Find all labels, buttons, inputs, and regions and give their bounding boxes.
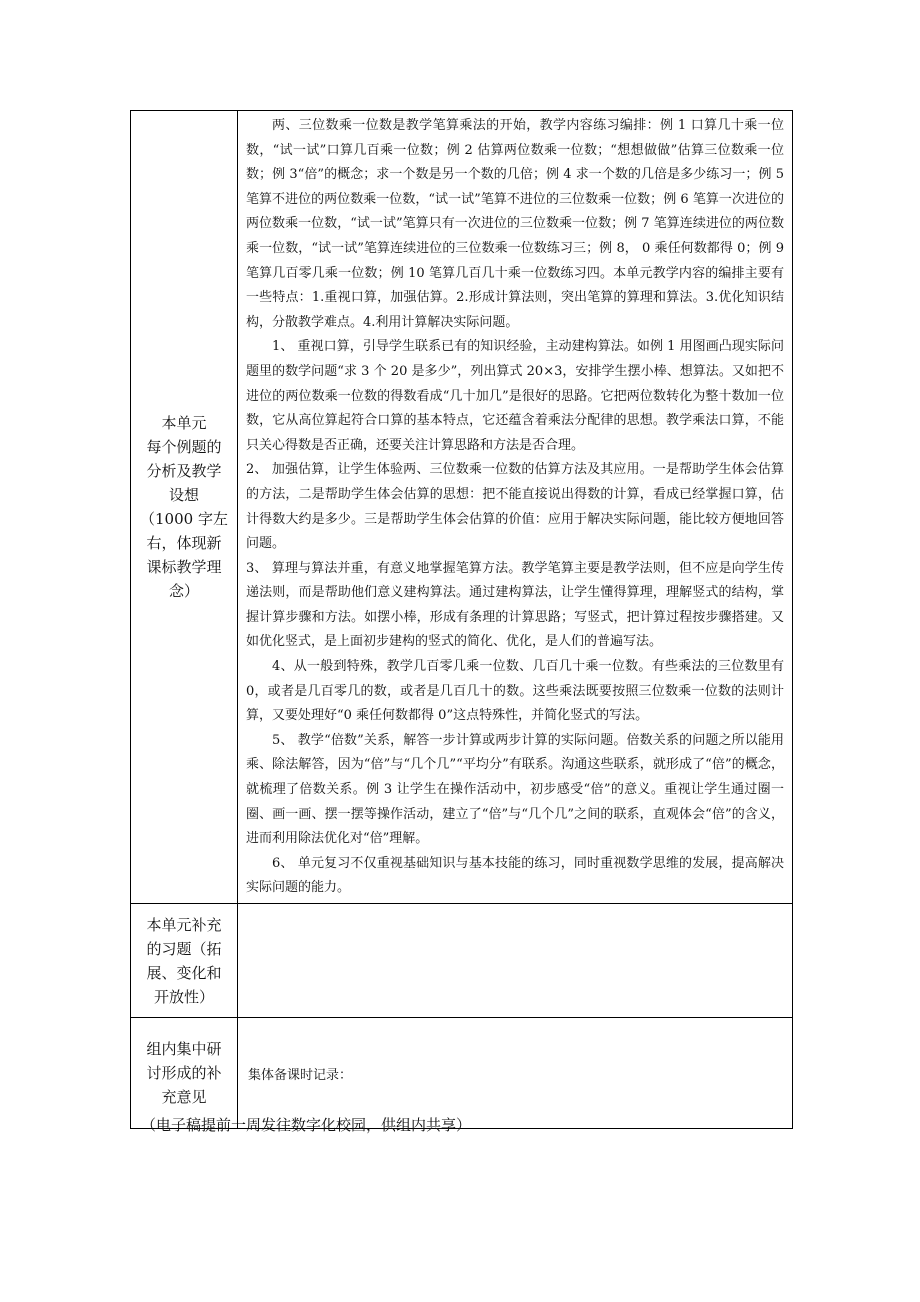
group-label-line: 组内集中研 [146,1040,222,1058]
extra-label-line: 本单元补充 [146,915,222,934]
analysis-label-line: 念） [168,582,199,600]
point-1-paragraph: 1、 重视口算，引导学生联系已有的知识经验，主动建构算法。如例 1 用图画凸现实际问题里的数学问题“求 3 个 20 是多少”，列出算式 20×3，安排学生摆小棒、想算法。又如把不进位的两位数乘一位数的得数看成“几十加几”是很好的思路。它把两位数转化为整十数加一位数，它从高位算起符合口算的基本特点，它还蕴含着乘法分配律的思想。教学乘法口算，不能只关心得数是否正确，还要关注计算思路和方法是否合理。 [246,339,784,453]
lesson-plan-table [130,110,793,1129]
point-5-paragraph: 5、 教学“倍数”关系，解答一步计算或两步计算的实际问题。倍数关系的问题之所以能用乘、除法解答，因为“倍”与“几个几”“平均分”有联系。沟通这些联系，就形成了“倍”的概念，就梳理了倍数关系。例 3 让学生在操作活动中，初步感受“倍”的意义。重视让学生通过圈一圈、画一画、摆一摆等操作活动，建立了“倍”与“几个几”之间的联系，直观体会“倍”的含义，进而利用除法优化对“倍”理解。 [246,732,784,847]
extra-label-line: 开放性） [153,987,214,1006]
intro-paragraph: 两、三位数乘一位数是教学笔算乘法的开始，教学内容练习编排：例 1 口算几十乘一位数，“试一试”口算几百乘一位数；例 2 估算两位数乘一位数；“想想做做”估算三位数乘一位数；例 3“倍”的概念；求一个数是另一个数的几倍；例 4 求一个数的几倍是多少练习一；例 5 笔算不进位的两位数乘一位数，“试一试”笔算不进位的三位数乘一位数；例 6 笔算一次进位的两位数乘一位数，“试一试”笔算只有一次进位的三位数乘一位数；例 7 笔算连续进位的两位数乘一位数，“试一试”笔算连续进位的三位数乘一位数练习三；例 8， 0 乘任何数都得 0；例 9 笔算几百零几乘一位数；例 10 笔算几百几十乘一位数练习四。本单元教学内容的编排主要有一些特点：1.重视口算，加强估算。2.形成计算法则，突出笔算的算理和算法。3.优化知识结构，分散教学难点。4.利用计算解决实际问题。 [246,118,784,330]
group-opinion-content[interactable] [238,1018,793,1129]
footer-note: （电子稿提前一周发往数字化校园，供组内共享） [141,1116,472,1134]
group-opinion-row [131,1018,793,1129]
analysis-row [131,111,793,904]
group-record-text: 集体备课时记录： [248,1067,353,1083]
analysis-label-line: （1000 字左 [140,510,228,528]
point-3-paragraph: 3、 算理与算法并重，有意义地掌握笔算方法。教学笔算主要是教学法则，但不应是向学生传递法则，而是帮助他们意义建构算法。通过建构算法，让学生懂得算理，理解竖式的结构，掌握计算步骤和方法。如摆小棒，形成有条理的计算思路；写竖式，把计算过程按步骤搭建。又如优化竖式，是上面初步建构的竖式的简化、优化，是人们的普遍写法。 [246,560,784,650]
extra-exercises-content[interactable] [238,904,793,1018]
analysis-label-line: 右，体现新 [146,534,222,552]
analysis-label [131,111,238,904]
analysis-content[interactable] [238,111,793,904]
lesson-plan-sheet [130,110,790,1129]
analysis-text [238,111,792,903]
group-label-line: 充意见 [161,1088,207,1106]
extra-exercises-label [131,904,238,1018]
analysis-label-line: 每个例题的 [146,438,222,456]
extra-label-line: 的习题（拓 [146,939,222,958]
analysis-label-line: 设想 [168,486,199,504]
point-6-paragraph: 6、 单元复习不仅重视基础知识与基本技能的练习，同时重视数学思维的发展，提高解决实际问题的能力。 [246,855,784,896]
analysis-label-line: 课标教学理 [146,558,222,576]
group-label-line: 讨形成的补 [146,1064,222,1082]
point-2-paragraph: 2、 加强估算，让学生体验两、三位数乘一位数的估算方法及其应用。一是帮助学生体会估算的方法，二是帮助学生体会估算的思想：把不能直接说出得数的计算，看成已经掌握口算，估计得数大约是多少。三是帮助学生体会估算的价值：应用于解决实际问题，能比较方便地回答问题。 [246,462,784,552]
group-opinion-label [131,1018,238,1129]
extra-exercises-row [131,904,793,1018]
analysis-label-line: 本单元 [161,414,207,432]
extra-label-line: 展、变化和 [146,963,222,982]
analysis-label-line: 分析及教学 [146,462,222,480]
point-4-paragraph: 4、从一般到特殊，教学几百零几乘一位数、几百几十乘一位数。有些乘法的三位数里有 0，或者是几百零几的数，或者是几百几十的数。这些乘法既要按照三位数乘一位数的法则计算，又要处理好“0 乘任何数都得 0”这点特殊性，并简化竖式的写法。 [246,659,784,724]
